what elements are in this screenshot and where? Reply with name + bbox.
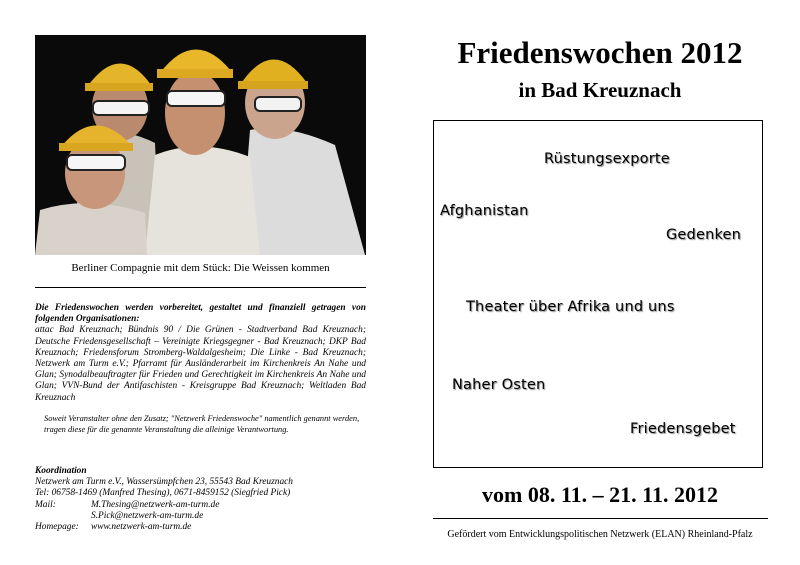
photo-caption: Berliner Compagnie mit dem Stück: Die Weissen kommen [71,262,330,274]
mail-row [35,500,366,511]
responsibility-note: Soweit Veranstalter ohne den Zusatz; "Netzwerk Friedenswoche" namentlich genannt werden, tragen diese für die genannte Veranstaltung die alleinige Verantwortung. [44,414,360,434]
organizations-list: attac Bad Kreuznach; Bündnis 90 / Die Grünen - Stadtverband Bad Kreuznach; Deutsche Friedensgesellschaft – Vereinigte Kriegsgegner - Bad Kreuznach; DKP Bad Kreuznach; Friedensforum Stromberg-Waldalgesheim; Die Linke - Bad Kreuznach; Netzwerk am Turm e.V.; Pfarramt für Ausländerarbeit im Kirchenkreis An Nahe und Glan; Synodalbeauftragter für Frieden und Gerechtigkeit im Kirchenkreis An Nahe und Glan; VVN-Bund der Antifaschisten - Kreisgruppe Bad Kreuznach; Weltladen Bad Kreuznach [35,325,366,403]
mail-row-2 [35,511,366,522]
funder-note: Gefördert vom Entwicklungspolitischen Netzwerk (ELAN) Rheinland-Pfalz [447,529,753,540]
topic-gedenken: Gedenken [666,227,742,243]
topic-ruestungsexporte: Rüstungsexporte [544,151,670,167]
homepage-link[interactable]: www.netzwerk-am-turm.de [91,522,192,533]
theater-group-illustration [35,35,366,255]
topic-naher-osten: Naher Osten [452,377,546,393]
page-title: Friedenswochen 2012 [457,35,743,70]
mail-label: Mail: [35,499,56,510]
date-range: vom 08. 11. – 21. 11. 2012 [482,482,718,507]
mail-link-2[interactable]: S.Pick@netzwerk-am-turm.de [91,510,204,521]
coordination-address: Netzwerk am Turm e.V., Wassersümpfchen 23, 55543 Bad Kreuznach [35,477,293,488]
coordination-tel: Tel: 06758-1469 (Manfred Thesing), 0671-8459152 (Siegfried Pick) [35,488,291,499]
topic-afghanistan: Afghanistan [440,203,529,219]
divider-right [433,518,768,519]
coordination-block [35,466,366,533]
organizations-lead: Die Friedenswochen werden vorbereitet, gestaltet und finanziell getragen von folgenden Organisationen: [35,303,366,325]
divider [35,287,366,288]
mail-label-spacer [35,511,91,522]
topic-friedensgebet: Friedensgebet [630,421,736,437]
coordination-heading: Koordination [35,466,87,476]
organizations-block [35,303,366,404]
theater-group-photo [35,35,366,255]
mail-link-1[interactable]: M.Thesing@netzwerk-am-turm.de [91,499,220,510]
homepage-row [35,522,366,533]
topics-box [433,120,763,468]
homepage-label: Homepage: [35,522,79,533]
page-subtitle: in Bad Kreuznach [518,78,682,102]
topic-theater: Theater über Afrika und uns [466,299,675,315]
